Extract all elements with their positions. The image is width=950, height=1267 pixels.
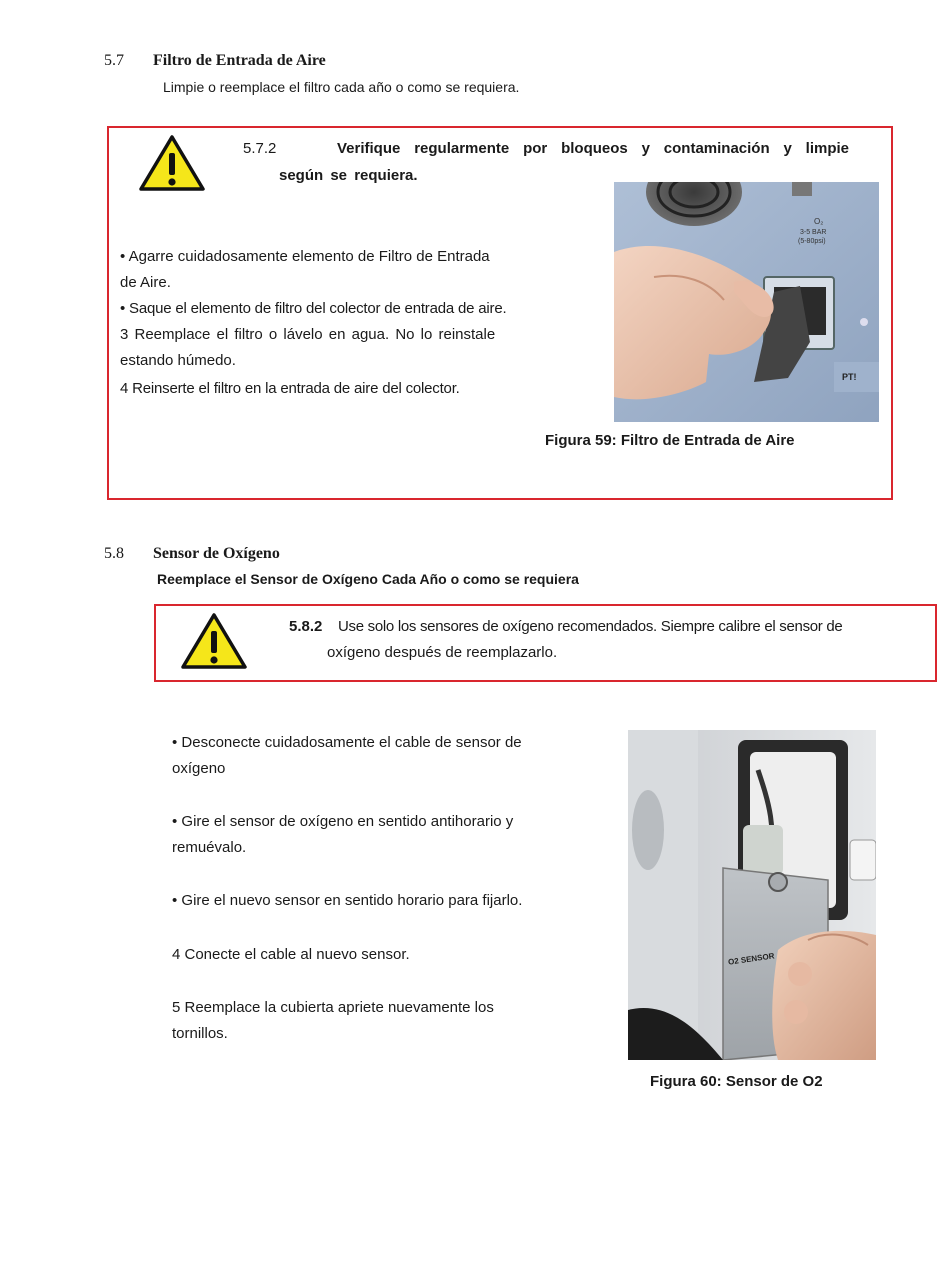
figure-59-photo: [614, 182, 879, 422]
warning-5-7-2-number: 5.7.2: [243, 140, 277, 157]
figure-59-label-psi: (5-80psi): [798, 238, 826, 245]
step-5-7-1a: • Agarre cuidadosamente elemento de Filtro de Entrada: [120, 248, 490, 265]
step-5-8-5b: tornillos.: [172, 1025, 228, 1042]
section-5-8-intro: Reemplace el Sensor de Oxígeno Cada Año o como se requiera: [157, 571, 579, 587]
warning-triangle-icon: [138, 134, 206, 192]
warning-box-5-8-2: [154, 604, 937, 682]
step-5-7-3b: estando húmedo.: [120, 352, 236, 369]
step-5-8-2b: remuévalo.: [172, 839, 247, 856]
warning-5-7-2-line1: Verifique regularmente por bloqueos y contaminación y limpie: [337, 140, 849, 157]
figure-60-caption: Figura 60: Sensor de O2: [650, 1073, 823, 1090]
warning-5-8-2-line2: oxígeno después de reemplazarlo.: [327, 644, 558, 661]
figure-60-cover-label: O2 SENSOR: [727, 951, 775, 967]
step-5-8-1a: • Desconecte cuidadosamente el cable de sensor de: [172, 734, 522, 751]
warning-triangle-icon-2: [180, 612, 248, 670]
step-5-8-1b: oxígeno: [172, 760, 226, 777]
step-5-8-5a: 5 Reemplace la cubierta apriete nuevamente los: [172, 999, 494, 1016]
step-5-7-4: 4 Reinserte el filtro en la entrada de aire del colector.: [120, 380, 460, 397]
section-5-8-title: Sensor de Oxígeno: [153, 545, 280, 562]
step-5-7-2: • Saque el elemento de filtro del colector de entrada de aire.: [120, 300, 507, 317]
oxygen-sensor-illustration: [628, 730, 876, 1060]
figure-60-photo: [628, 730, 876, 1060]
warning-5-8-2-number: 5.8.2: [289, 618, 323, 635]
figure-59-caption: Figura 59: Filtro de Entrada de Aire: [545, 432, 795, 449]
section-5-7-title: Filtro de Entrada de Aire: [153, 52, 326, 69]
air-filter-illustration: [614, 182, 879, 422]
step-5-8-2a: • Gire el sensor de oxígeno en sentido antihorario y: [172, 813, 514, 830]
section-5-8-number: 5.8: [104, 545, 124, 562]
step-5-7-1b: de Aire.: [120, 274, 171, 291]
svg-text:PT!: PT!: [842, 372, 857, 382]
warning-5-7-2-line2: según se requiera.: [279, 167, 418, 184]
figure-59-label-bar: 3-5 BAR: [800, 229, 827, 236]
figure-59-label-o2: O₂: [814, 217, 824, 226]
section-5-7-intro: Limpie o reemplace el filtro cada año o como se requiera.: [163, 79, 520, 95]
step-5-8-3: • Gire el nuevo sensor en sentido horario para fijarlo.: [172, 892, 523, 909]
step-5-8-4: 4 Conecte el cable al nuevo sensor.: [172, 946, 410, 963]
warning-5-8-2-line1: Use solo los sensores de oxígeno recomendados. Siempre calibre el sensor de: [338, 618, 843, 635]
step-5-7-3a: 3 Reemplace el filtro o lávelo en agua. No lo reinstale: [120, 326, 496, 343]
section-5-7-number: 5.7: [104, 52, 124, 69]
